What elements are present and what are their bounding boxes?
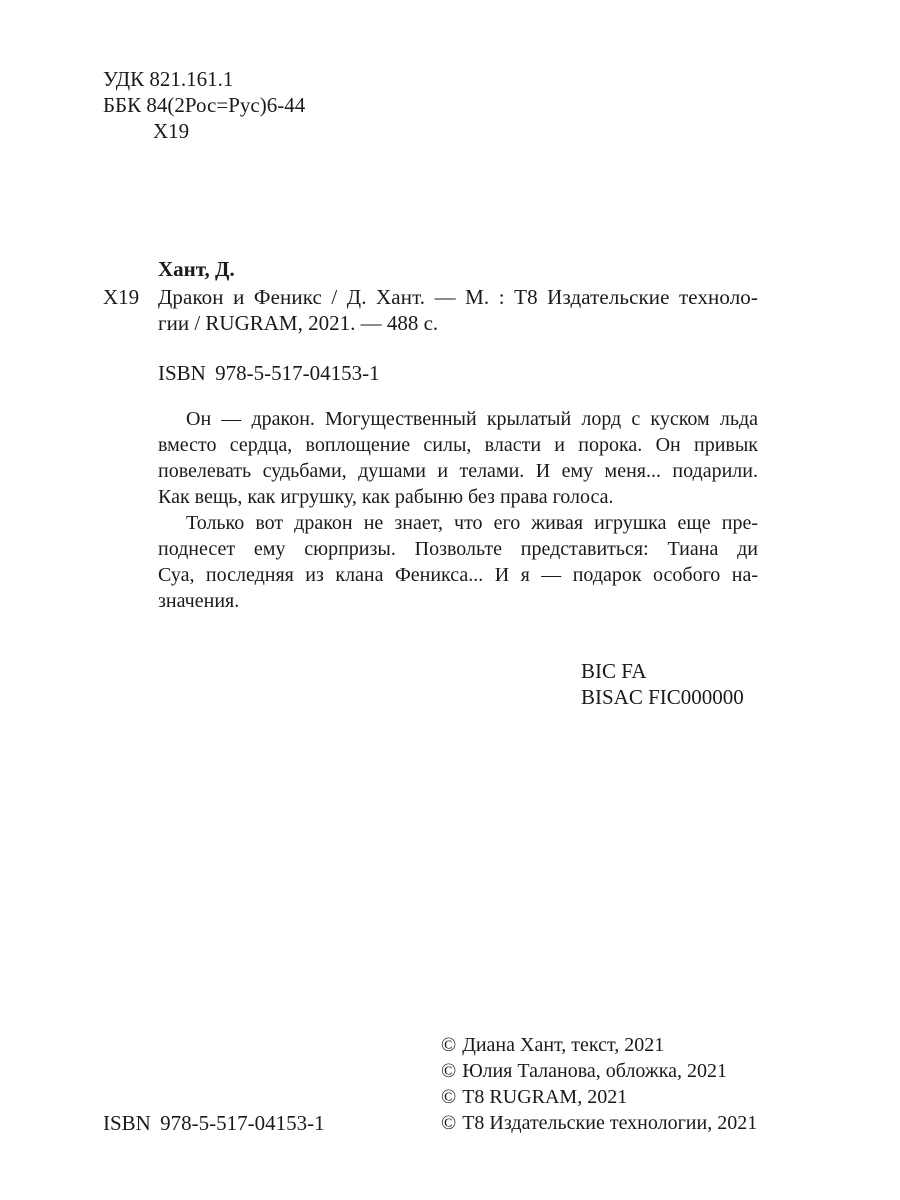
copyright-symbol: © [441,1086,457,1108]
bbk-code: ББК 84(2Рос=Рус)6-44 [103,93,306,117]
copyright-symbol: © [441,1034,457,1056]
isbn-record: ISBN 978-5-517-04153-1 [158,361,380,385]
author-heading: Хант, Д. [158,257,235,281]
copyright-line: © Диана Хант, текст, 2021 [441,1034,665,1056]
annotation-p2-line: поднесет ему сюрпризы. Позвольте представиться: Тиана ди [158,538,758,560]
copyright-line: © Т8 RUGRAM, 2021 [441,1086,628,1108]
author-mark: Х19 [153,119,190,143]
annotation-p2-line: Только вот дракон не знает, что его живая игрушка еще пре- [186,512,758,534]
annotation-p1-line: Он — дракон. Могущественный крылатый лорд с куском льда [186,408,758,430]
bibliographic-description [158,284,758,336]
copyright-symbol: © [441,1060,457,1082]
annotation-p2-line: Суа, последняя из клана Феникса... И я — подарок особого на- [158,564,758,586]
subject-codes [581,658,744,710]
biblio-line-1: Дракон и Феникс / Д. Хант. — М. : Т8 Издательские техноло- [158,285,758,309]
copyright-block [441,1032,757,1136]
annotation-p1-line: вместо сердца, воплощение силы, власти и порока. Он привык [158,434,758,456]
copyright-symbol: © [441,1112,457,1134]
annotation-p1-line: повелевать судьбами, душами и телами. И ему меня... подарили. [158,460,758,482]
bisac-code: BISAC FIC000000 [581,685,744,709]
annotation-p2-line: значения. [158,590,240,612]
udk-code: УДК 821.161.1 [103,67,234,91]
author-mark-left: Х19 [103,285,140,309]
classification-block [103,66,305,144]
biblio-line-2: гии / RUGRAM, 2021. — 488 с. [158,311,439,335]
annotation [158,406,758,614]
annotation-p1-line: Как вещь, как игрушку, как рабыню без права голоса. [158,486,614,508]
copyright-line: © Т8 Издательские технологии, 2021 [441,1112,758,1134]
copyright-line: © Юлия Таланова, обложка, 2021 [441,1060,728,1082]
bic-code: BIC FA [581,659,647,683]
isbn-footer: ISBN 978-5-517-04153-1 [103,1111,325,1135]
